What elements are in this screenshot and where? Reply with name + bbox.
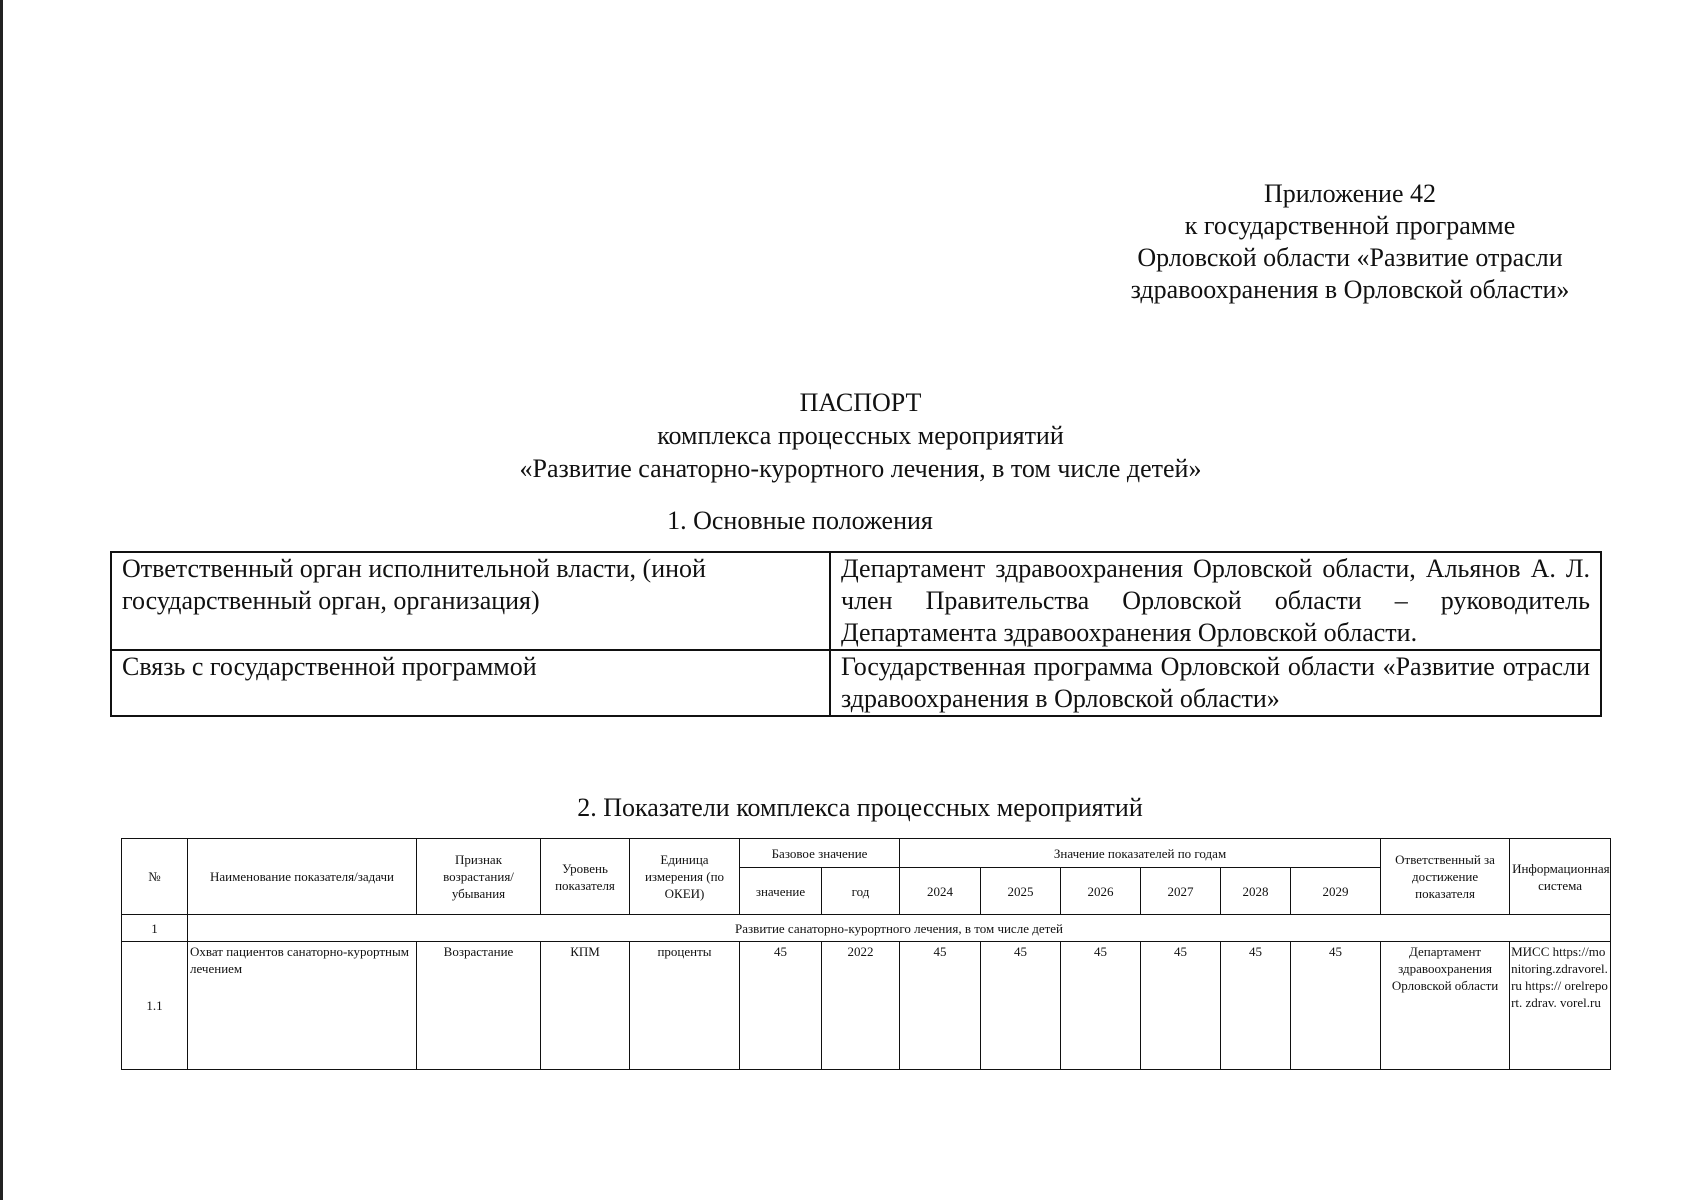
- header-year: 2024: [900, 868, 981, 915]
- provision-value: Департамент здравоохранения Орловской области, Альянов А. Л. член Правительства Орловской области – руководитель Департамента здравоохранения Орловской области.: [830, 552, 1601, 650]
- row-level: КПМ: [541, 942, 630, 1070]
- row-base-value: 45: [740, 942, 822, 1070]
- section-num: 1: [122, 915, 188, 942]
- row-value: 45: [1141, 942, 1221, 1070]
- section1-title: 1. Основные положения: [667, 506, 933, 535]
- row-responsible: Департамент здравоохранения Орловской области: [1381, 942, 1510, 1070]
- header-base: Базовое значение: [740, 839, 900, 868]
- passport-title-block: [300, 386, 1421, 485]
- appendix-line: к государственной программе: [1184, 211, 1516, 240]
- header-responsible: Ответственный за достижение показателя: [1381, 839, 1510, 915]
- header-name: Наименование показателя/задачи: [188, 839, 417, 915]
- header-num: №: [122, 839, 188, 915]
- page-left-edge: [0, 0, 3, 1200]
- row-value: 45: [900, 942, 981, 1070]
- header-years-group: Значение показателей по годам: [900, 839, 1381, 868]
- table-row: [111, 650, 1601, 716]
- section-row: [122, 915, 1611, 942]
- header-year: 2028: [1221, 868, 1291, 915]
- provision-value: Государственная программа Орловской области «Развитие отрасли здравоохранения в Орловской области»: [830, 650, 1601, 716]
- table-row: [111, 552, 1601, 650]
- row-unit: проценты: [630, 942, 740, 1070]
- header-year: 2027: [1141, 868, 1221, 915]
- header-base-year: год: [822, 868, 900, 915]
- section-text: Развитие санаторно-курортного лечения, в том числе детей: [188, 915, 1611, 942]
- row-info-system: МИСС https://monitoring.zdravorel.ru https:// orelreport. zdrav. vorel.ru: [1510, 942, 1611, 1070]
- appendix-line: Приложение 42: [1263, 179, 1437, 208]
- header-base-value: значение: [740, 868, 822, 915]
- passport-subtitle: комплекса процессных мероприятий: [657, 421, 1064, 450]
- main-provisions-table: [110, 551, 1602, 717]
- provision-label: Связь с государственной программой: [111, 650, 830, 716]
- appendix-line: здравоохранения в Орловской области»: [1130, 275, 1570, 304]
- header-unit: Единица измерения (по ОКЕИ): [630, 839, 740, 915]
- row-base-year: 2022: [822, 942, 900, 1070]
- appendix-line: Орловской области «Развитие отрасли: [1137, 243, 1563, 272]
- indicators-table: [121, 838, 1611, 1070]
- row-name: Охват пациентов санаторно-курортным лечением: [188, 942, 417, 1070]
- appendix-header: [1090, 178, 1610, 306]
- row-value: 45: [1061, 942, 1141, 1070]
- passport-name: «Развитие санаторно-курортного лечения, в том числе детей»: [519, 454, 1202, 483]
- row-value: 45: [981, 942, 1061, 1070]
- provision-label: Ответственный орган исполнительной власти, (иной государственный орган, организация): [111, 552, 830, 650]
- row-value: 45: [1221, 942, 1291, 1070]
- table-row: [122, 942, 1611, 1070]
- header-year: 2026: [1061, 868, 1141, 915]
- header-info-system: Информационная система: [1510, 839, 1611, 915]
- header-year: 2025: [981, 868, 1061, 915]
- row-num: 1.1: [122, 942, 188, 1070]
- row-sign: Возрастание: [417, 942, 541, 1070]
- header-sign: Признак возрастания/ убывания: [417, 839, 541, 915]
- header-level: Уровень показателя: [541, 839, 630, 915]
- passport-title: ПАСПОРТ: [799, 388, 922, 417]
- header-row: [122, 839, 1611, 868]
- header-year: 2029: [1291, 868, 1381, 915]
- section2-title: 2. Показатели комплекса процессных мероприятий: [577, 793, 1143, 822]
- row-value: 45: [1291, 942, 1381, 1070]
